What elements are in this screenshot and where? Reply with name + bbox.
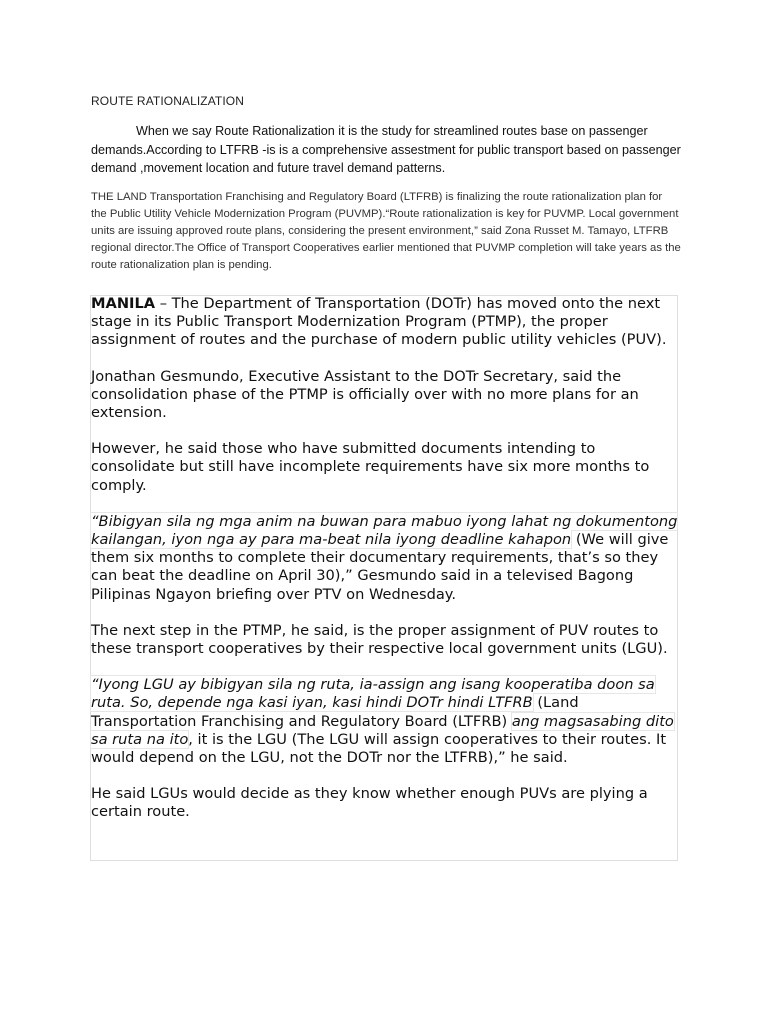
paragraph-text: – The Department of Transportation (DOTr) has moved onto the next stage in its Public Transport Modernization Program (PTMP), the proper assignment of routes and the purchase of modern public utility vehicles (PUV). — [91, 295, 667, 349]
article-paragraph-5: The next step in the PTMP, he said, is the proper assignment of PUV routes to these transport cooperatives by their respective local government units (LGU). — [91, 621, 668, 658]
article-paragraph-4 — [91, 513, 681, 604]
filipino-quote: “Iyong LGU ay bibigyan sila ng ruta, ia-assign ang isang kooperatiba doon sa ruta. So, depende nga kasi iyan, kasi hindi DOTr hindi LTFRB — [91, 676, 655, 712]
filipino-quote: ang magsasabing dito sa ruta na ito — [91, 712, 674, 748]
ltfrb-paragraph: THE LAND Transportation Franchising and Regulatory Board (LTFRB) is finalizing the route rationalization plan for the Public Utility Vehicle Modernization Program (PUVMP).“Route rationalization is key for PUVMP. Local government units are issuing approved route plans, considering the present environment,” said Zona Russet M. Tamayo, LTFRB regional director.The Office of Transport Cooperatives earlier mentioned that PUVMP completion will take years as the route rationalization plan is pending. — [91, 191, 681, 271]
article-paragraph-7: He said LGUs would decide as they know whether enough PUVs are plying a certain route. — [91, 785, 648, 821]
article-paragraph-1 — [91, 295, 681, 350]
article-paragraph-6 — [91, 676, 681, 767]
article-body — [91, 295, 681, 840]
article-paragraph-2: Jonathan Gesmundo, Executive Assistant to the DOTr Secretary, said the consolidation phase of the PTMP is officially over with no more plans for an extension. — [91, 367, 639, 422]
paragraph-text: , it is the LGU (The LGU will assign cooperatives to their routes. It would depend on the LGU, not the DOTr nor the LTFRB),” he said. — [91, 730, 667, 767]
article-paragraph-3: However, he said those who have submitted documents intending to consolidate but still have incomplete requirements have six more months to comply. — [91, 440, 650, 494]
paragraph-text: (We will give them six months to complete their documentary requirements, that’s so they can beat the deadline on April 30),” Gesmundo said in a televised Bagong Pilipinas Ngayon briefing over PTV on Wednesday. — [91, 531, 669, 603]
document-title: ROUTE RATIONALIZATION — [91, 94, 244, 108]
dateline: MANILA — [91, 295, 156, 312]
intro-paragraph: When we say Route Rationalization it is the study for streamlined routes base on passenger demands.According to LTFRB -is is a comprehensive assestment for public transport based on passenger demand ,movement location and future travel demand patterns. — [91, 124, 681, 175]
filipino-quote: “Bibigyan sila ng mga anim na buwan para mabuo iyong lahat ng dokumentong kailangan, iyon nga ay para ma-beat nila iyong deadline kahapon — [91, 512, 678, 549]
paragraph-text: (Land Transportation Franchising and Regulatory Board (LTFRB) — [91, 694, 579, 730]
